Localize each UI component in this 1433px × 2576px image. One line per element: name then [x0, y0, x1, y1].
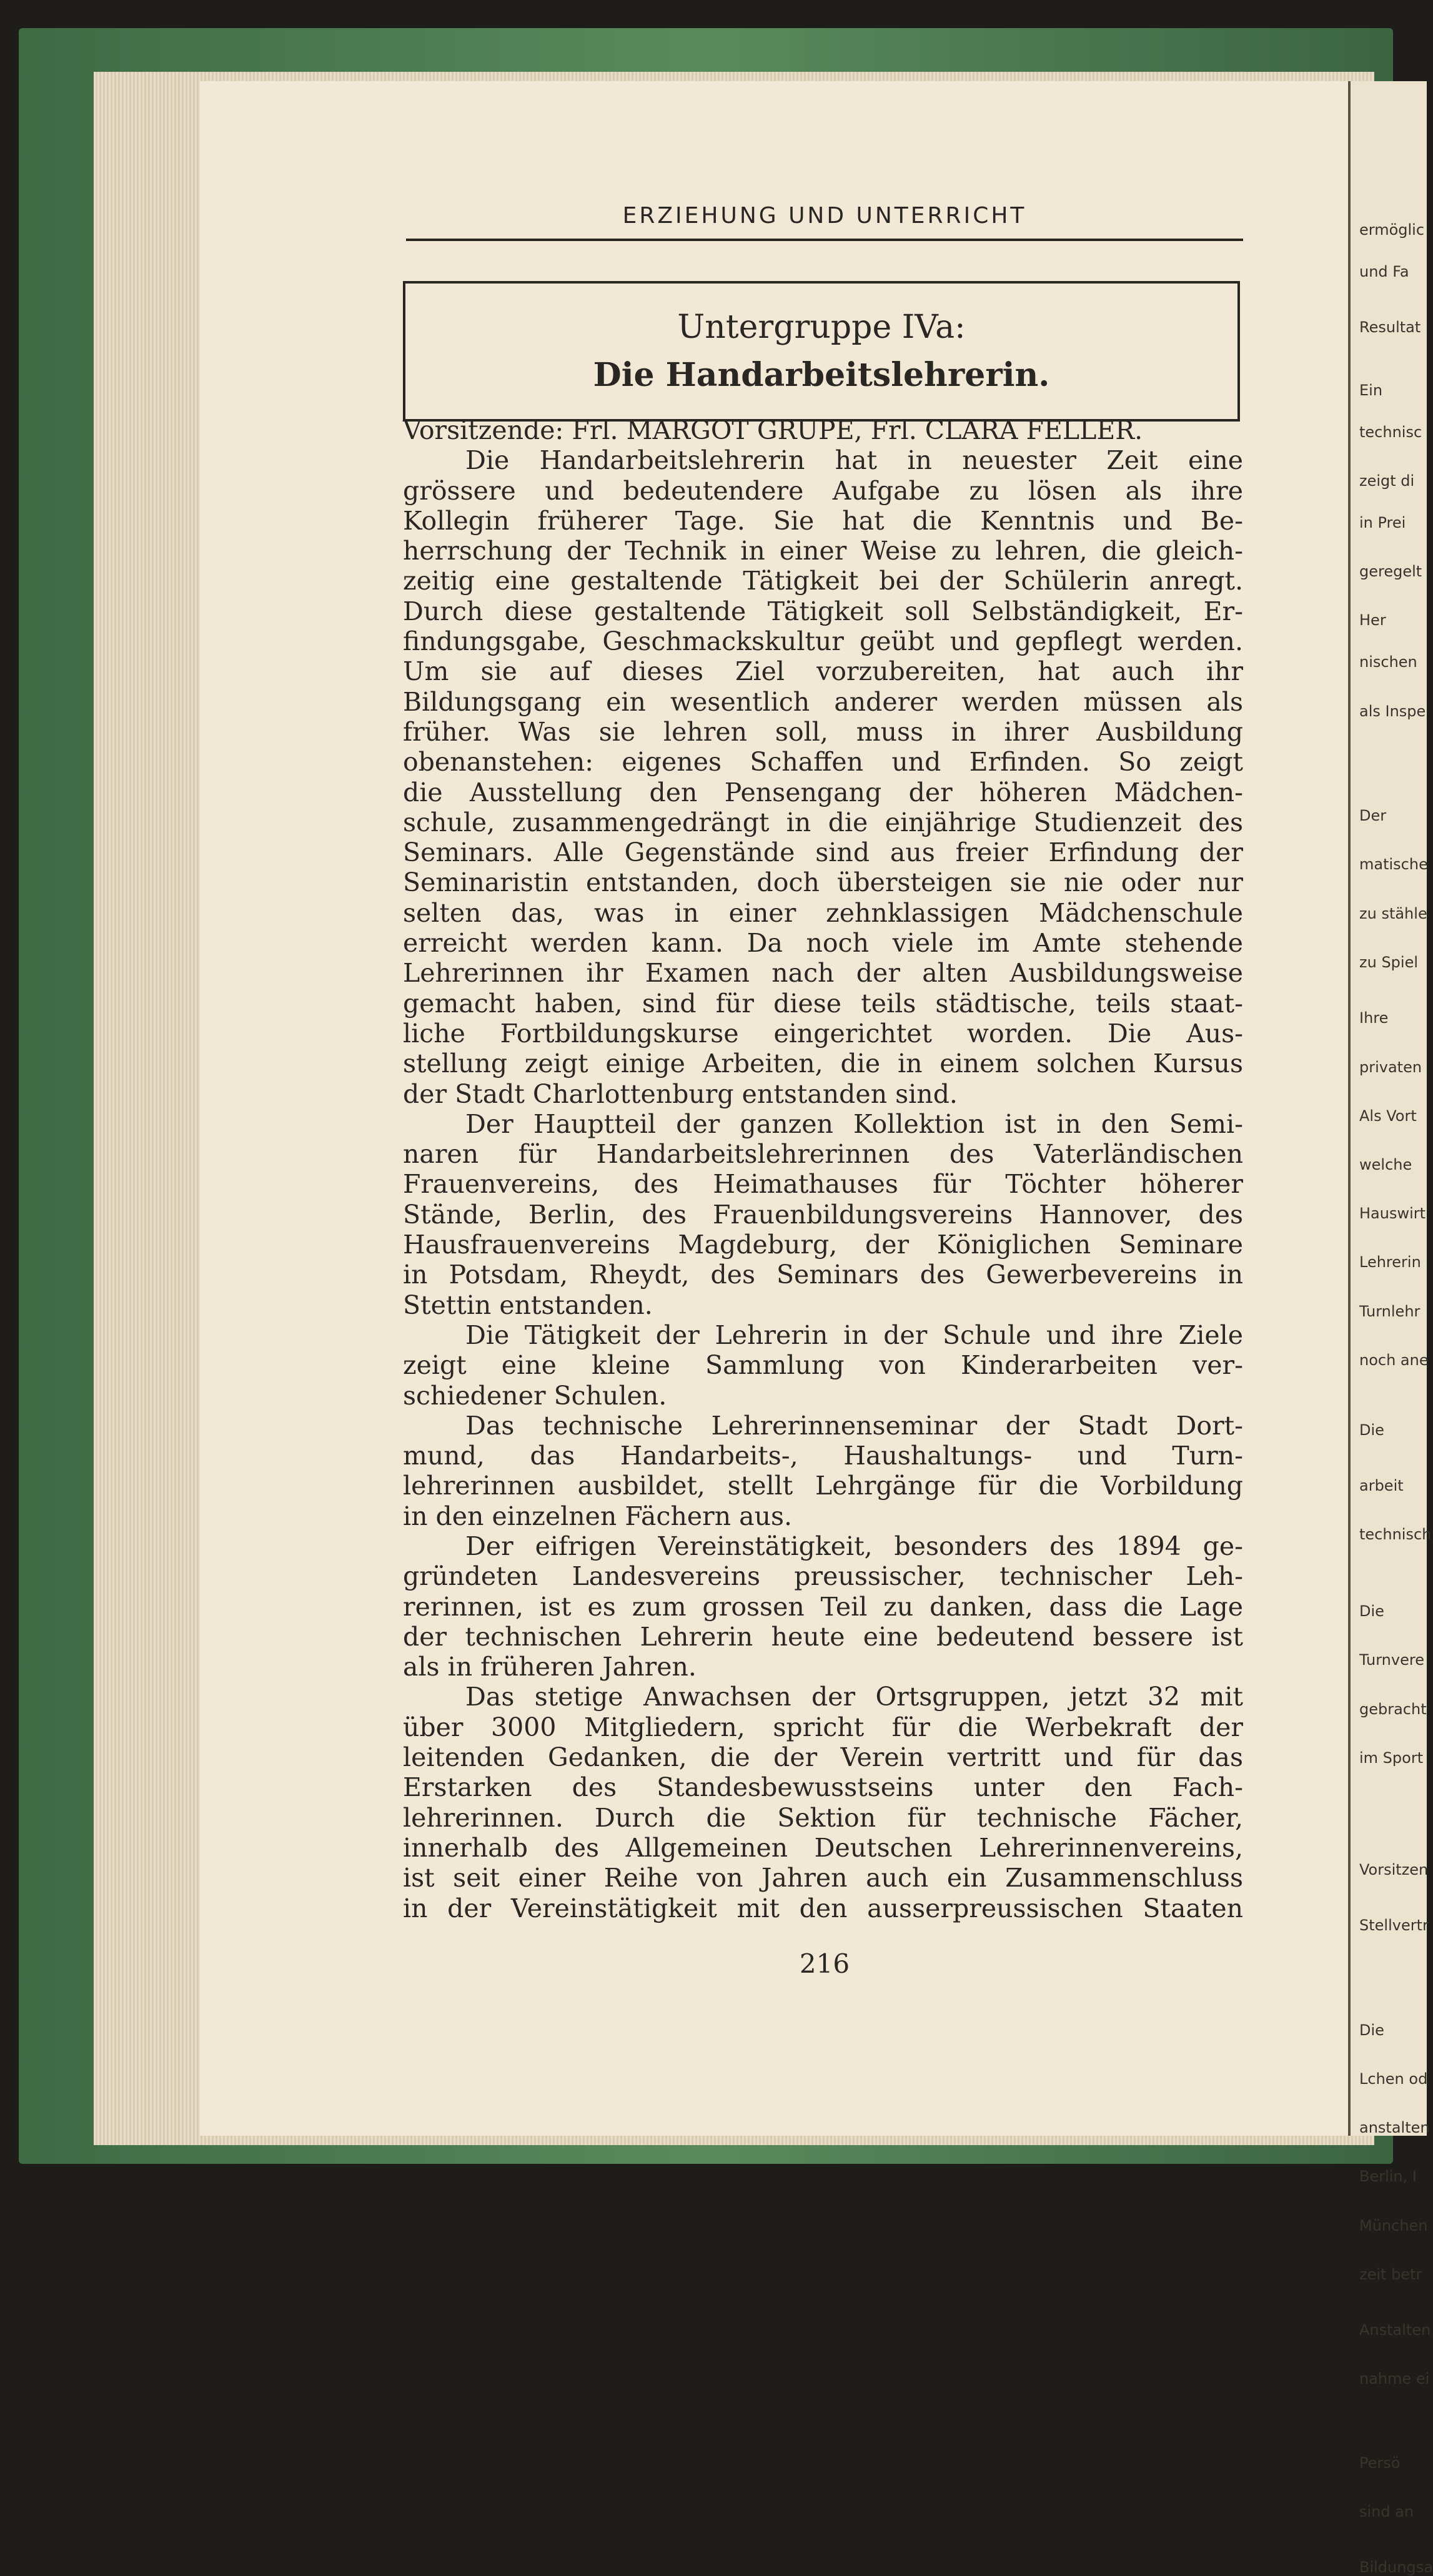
adjacent-page-text: Anstalten: [1359, 2321, 1431, 2339]
adjacent-page-text: Lehrerin: [1359, 1253, 1421, 1271]
adjacent-page-text: privaten: [1359, 1058, 1422, 1076]
body-text: [403, 415, 1243, 1923]
text-line: Die Tätigkeit der Lehrerin in der Schule und ihre Ziele: [465, 1320, 1243, 1350]
adjacent-page-text: zu stähle: [1359, 904, 1427, 922]
adjacent-page-text: Berlin, I: [1359, 2168, 1417, 2186]
adjacent-page-text: gebracht: [1359, 1700, 1427, 1718]
adjacent-page-text: noch ane: [1359, 1351, 1429, 1369]
text-line: erreicht werden kann. Da noch viele im Amte stehende: [403, 928, 1243, 959]
text-line: die Ausstellung den Pensengang der höheren Mädchen-: [403, 777, 1243, 807]
adjacent-page-text: zeit betr: [1359, 2265, 1422, 2283]
adjacent-page-text: Turnlehr: [1359, 1302, 1421, 1320]
text-line: früher. Was sie lehren soll, muss in ihrer Ausbildung: [403, 716, 1243, 747]
adjacent-page-fragment: [1348, 81, 1433, 2576]
adjacent-page-text: Resultat: [1359, 318, 1421, 336]
adjacent-page-text: geregelt: [1359, 563, 1422, 581]
text-line: naren für Handarbeitslehrerinnen des Vaterländischen: [403, 1139, 1243, 1170]
text-line: Erstarken des Standesbewusstseins unter den Fach-: [403, 1772, 1243, 1803]
text-line: Der eifrigen Vereinstätigkeit, besonders des 1894 ge-: [465, 1531, 1243, 1561]
text-line: Stände, Berlin, des Frauenbildungsvereins Hannover, des: [403, 1199, 1243, 1230]
adjacent-page-text: anstalten: [1359, 2119, 1430, 2137]
text-line: stellung zeigt einige Arbeiten, die in einem solchen Kursus: [403, 1049, 1243, 1079]
running-header: ERZIEHUNG UND UNTERRICHT: [622, 203, 1027, 229]
text-line: rerinnen, ist es zum grossen Teil zu danken, dass die Lage: [403, 1591, 1243, 1622]
adjacent-page-text: nahme ei: [1359, 2370, 1430, 2388]
text-line: selten das, was in einer zehnklassigen Mädchenschule: [403, 897, 1243, 928]
subgroup-label: Untergruppe IVa:: [677, 308, 966, 346]
adjacent-page-text: Die: [1359, 1602, 1384, 1621]
text-line: der technischen Lehrerin heute eine bedeutend bessere ist: [403, 1621, 1243, 1652]
text-line: schiedener Schulen.: [403, 1380, 667, 1411]
text-line: lehrerinnen. Durch die Sektion für technische Fächer,: [403, 1802, 1243, 1833]
adjacent-page-text: in Prei: [1359, 513, 1406, 531]
adjacent-page-text: München: [1359, 2216, 1428, 2234]
adjacent-page-text: Die: [1359, 2021, 1384, 2039]
adjacent-page-text: und Fa: [1359, 262, 1409, 280]
text-line: in den einzelnen Fächern aus.: [403, 1501, 793, 1531]
text-line: Seminars. Alle Gegenstände sind aus freier Erfindung der: [403, 837, 1243, 868]
section-title-box: [403, 281, 1240, 422]
adjacent-page-text: Her: [1359, 611, 1386, 629]
adjacent-page-text: Vorsitzen: [1359, 1860, 1429, 1878]
text-line: obenanstehen: eigenes Schaffen und Erfinden. So zeigt: [403, 747, 1243, 777]
adjacent-page-text: Stellvertr: [1359, 1917, 1429, 1935]
adjacent-page-text: welche: [1359, 1155, 1412, 1173]
text-line: Lehrerinnen ihr Examen nach der alten Ausbildungsweise: [403, 958, 1243, 989]
text-line: grössere und bedeutendere Aufgabe zu lösen als ihre: [403, 475, 1243, 506]
text-line: mund, das Handarbeits-, Haushaltungs- und Turn-: [403, 1441, 1243, 1471]
adjacent-page-text: im Sport: [1359, 1749, 1424, 1767]
adjacent-page-text: arbeit: [1359, 1477, 1404, 1494]
text-line: schule, zusammengedrängt in die einjährige Studienzeit des: [403, 807, 1243, 837]
text-line: Die Handarbeitslehrerin hat in neuester Zeit eine: [465, 445, 1243, 476]
text-line: als in früheren Jahren.: [403, 1652, 697, 1682]
adjacent-page-text: technisch: [1359, 1526, 1432, 1544]
adjacent-page-text: matische: [1359, 856, 1428, 874]
text-line: der Stadt Charlottenburg entstanden sind.: [403, 1078, 958, 1109]
adjacent-page-text: Der: [1359, 807, 1387, 825]
section-title: Die Handarbeitslehrerin.: [593, 356, 1050, 394]
text-line: Bildungsgang ein wesentlich anderer werden müssen als: [403, 686, 1243, 717]
text-line: Vorsitzende: Frl. MARGOT GRUPE, Frl. CLARA FELLER.: [403, 415, 1143, 445]
adjacent-page-text: Ein: [1359, 381, 1383, 399]
page-number: 216: [799, 1948, 850, 1979]
text-line: Das stetige Anwachsen der Ortsgruppen, jetzt 32 mit: [465, 1682, 1243, 1712]
adjacent-page-text: zeigt di: [1359, 471, 1415, 490]
text-line: leitenden Gedanken, die der Verein vertritt und für das: [403, 1742, 1243, 1773]
text-line: Hausfrauenvereins Magdeburg, der Königlichen Seminare: [403, 1230, 1243, 1260]
text-line: herrschung der Technik in einer Weise zu lehren, die gleich-: [403, 536, 1243, 566]
adjacent-page-text: sind an: [1359, 2502, 1414, 2520]
text-line: Kollegin früherer Tage. Sie hat die Kenntnis und Be-: [403, 505, 1243, 536]
text-line: lehrerinnen ausbildet, stellt Lehrgänge für die Vorbildung: [403, 1471, 1243, 1501]
header-rule: [406, 239, 1243, 241]
adjacent-page-text: Bildungsa: [1359, 2559, 1433, 2576]
adjacent-page-text: Als Vort: [1359, 1107, 1417, 1125]
text-line: Stettin entstanden.: [403, 1290, 653, 1320]
text-line: Seminaristin entstanden, doch übersteigen sie nie oder nur: [403, 867, 1243, 898]
adjacent-page-text: Die: [1359, 1421, 1384, 1439]
text-line: zeigt eine kleine Sammlung von Kinderarbeiten ver-: [403, 1350, 1243, 1381]
adjacent-page-text: technisc: [1359, 423, 1422, 441]
adjacent-page-text: Turnvere: [1359, 1651, 1424, 1669]
adjacent-page-text: Persö: [1359, 2454, 1401, 2472]
adjacent-page-text: ermöglic: [1359, 220, 1425, 239]
text-line: Der Hauptteil der ganzen Kollektion ist in den Semi-: [465, 1108, 1243, 1139]
text-line: über 3000 Mitgliedern, spricht für die Werbekraft der: [403, 1712, 1243, 1742]
text-line: innerhalb des Allgemeinen Deutschen Lehrerinnenvereins,: [403, 1832, 1243, 1863]
text-line: Durch diese gestaltende Tätigkeit soll Selbständigkeit, Er-: [403, 596, 1243, 626]
text-line: Das technische Lehrerinnenseminar der Stadt Dort-: [465, 1410, 1243, 1441]
text-line: findungsgabe, Geschmackskultur geübt und gepflegt werden.: [403, 626, 1243, 657]
text-line: zeitig eine gestaltende Tätigkeit bei der Schülerin anregt.: [403, 566, 1243, 596]
adjacent-page-text: Ihre: [1359, 1009, 1389, 1027]
adjacent-page-text: zu Spiel: [1359, 953, 1419, 971]
text-line: gemacht haben, sind für diese teils städtische, teils staat-: [403, 988, 1243, 1019]
adjacent-page-text: Hauswirt: [1359, 1205, 1426, 1223]
text-line: Um sie auf dieses Ziel vorzubereiten, hat auch ihr: [403, 656, 1243, 687]
text-line: in Potsdam, Rheydt, des Seminars des Gewerbevereins in: [403, 1260, 1243, 1290]
text-line: in der Vereinstätigkeit mit den ausserpreussischen Staaten: [403, 1893, 1243, 1923]
text-line: gründeten Landesvereins preussischer, technischer Leh-: [403, 1561, 1243, 1592]
text-line: Frauenvereins, des Heimathauses für Töchter höherer: [403, 1169, 1243, 1200]
adjacent-page-text: nischen: [1359, 653, 1417, 671]
text-line: ist seit einer Reihe von Jahren auch ein Zusammenschluss: [403, 1863, 1243, 1893]
text-line: liche Fortbildungskurse eingerichtet worden. Die Aus-: [403, 1018, 1243, 1049]
adjacent-page-text: Lchen od: [1359, 2070, 1428, 2088]
adjacent-page-text: als Inspe: [1359, 702, 1426, 720]
